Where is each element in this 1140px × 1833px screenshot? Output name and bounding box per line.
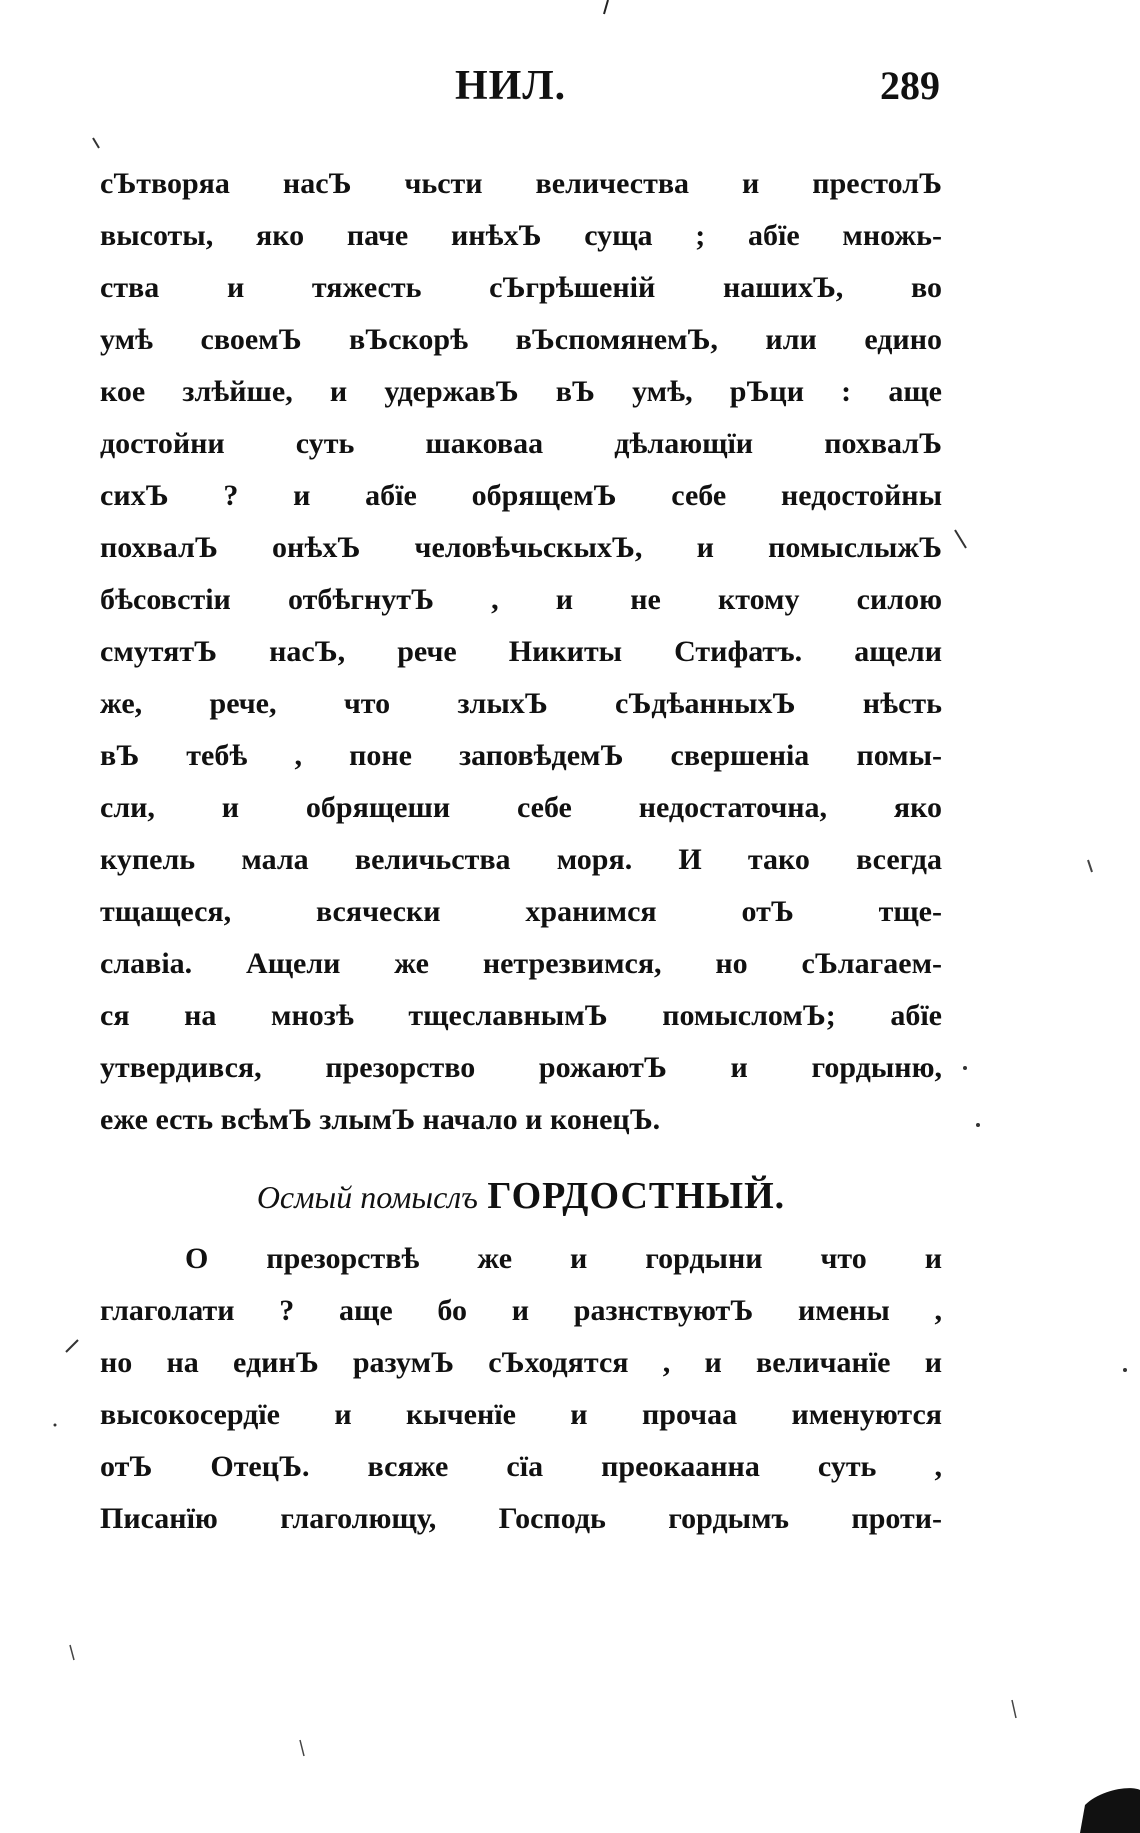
text-line: сли, и обрящеши себе недостаточна, яко <box>100 791 942 824</box>
text-line: же, рече, что злыхЪ сЪдѣанныхЪ нѣсть <box>100 687 942 720</box>
text-line: но на единЪ разумЪ сЪходятся , и величанïе и <box>100 1346 942 1379</box>
text-line: кое злѣйше, и удержавЪ вЪ умѣ, рЪци : аще <box>100 375 942 408</box>
text-line: еже есть всѣмЪ злымЪ начало и конецЪ. <box>100 1103 661 1136</box>
text-line: тщащеся, всячески хранимся отЪ тще- <box>100 895 942 928</box>
text-line: ства и тяжесть сЪгрѣшенiй нашихЪ, во <box>100 271 942 304</box>
running-header <box>100 62 940 122</box>
text-line: О презорствѣ же и гордыни что и <box>185 1242 942 1275</box>
text-line: славiа. Ащели же нетрезвимся, но сЪлагаем- <box>100 947 942 980</box>
running-title: НИЛ. <box>455 63 567 109</box>
text-line: Писанïю глаголющу, Господь гордымъ проти- <box>100 1502 942 1535</box>
section-text <box>100 1233 942 1545</box>
text-line: вЪ тебѣ , поне заповѣдемЪ свершенiа помы- <box>100 739 942 772</box>
text-line: отЪ ОтецЪ. всяже сïа преокаанна суть , <box>100 1450 942 1483</box>
body-text <box>100 158 942 1146</box>
text-line: смутятЪ насЪ, рече Никиты Стифатъ. ащели <box>100 635 942 668</box>
text-line: высокосердïе и кыченïе и прочаа именуются <box>100 1398 942 1431</box>
text-line: бѣсовстiи отбѣгнутЪ , и не ктому силою <box>100 583 942 616</box>
page-number: 289 <box>880 63 940 108</box>
text-line: ся на мнозѣ тщеславнымЪ помысломЪ; абïе <box>100 999 942 1032</box>
text-line: утвердився, презорство рожаютЪ и гордыню, <box>100 1051 942 1084</box>
text-line: сихЪ ? и абïе обрящемЪ себе недостойны <box>100 479 942 512</box>
text-line: высоты, яко паче инѣхЪ суща ; абïе множь- <box>100 219 942 252</box>
section-heading <box>100 1170 942 1222</box>
text-line: сЪтворяа насЪ чьсти величества и престолЪ <box>100 167 942 200</box>
text-line: похвалЪ онѣхЪ человѣчьскыхЪ, и помыслыжЪ <box>100 531 942 564</box>
section-heading-italic: Осмый помыслъ <box>256 1179 478 1215</box>
text-line: глаголати ? аще бо и разнствуютЪ имены , <box>100 1294 942 1327</box>
text-line: умѣ своемЪ вЪскорѣ вЪспомянемЪ, или едино <box>100 323 942 356</box>
text-line: достойни суть шаковаа дѣлающïи похвалЪ <box>100 427 942 460</box>
section-heading-title: ГОРДОСТНЫЙ. <box>487 1175 786 1217</box>
text-line: купель мала величьства моря. И тако всегда <box>100 843 942 876</box>
